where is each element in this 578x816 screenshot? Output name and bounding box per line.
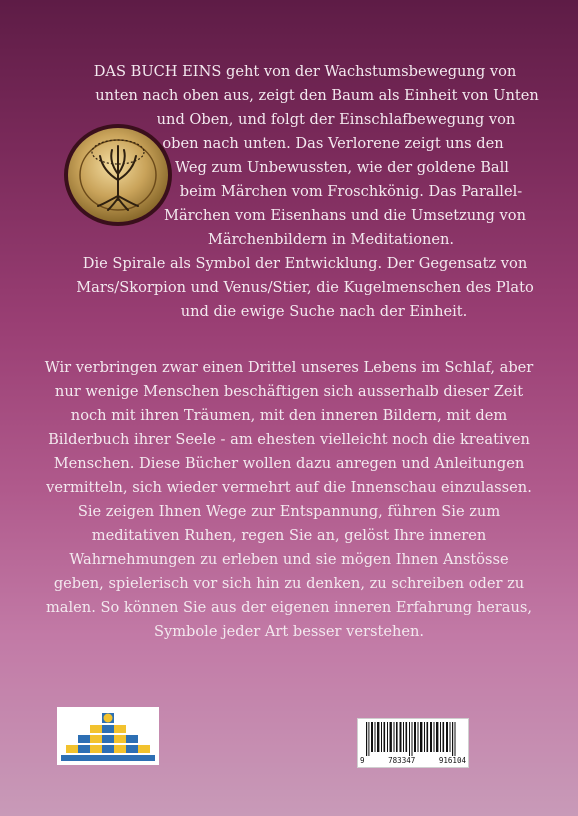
body-line: Sie zeigen Ihnen Wege zur Entspannung, führen Sie zum [77,503,501,520]
body-line: geben, spielerisch vor sich hin zu denken, zu schreiben oder zu [53,575,525,592]
barcode-digit-group: 783347 [388,756,416,765]
body-line: Wahrnehmungen zu erleben und sie mögen Ihnen Anstösse [69,551,509,568]
intro-line: Weg zum Unbewussten, wie der goldene Ball [175,159,509,176]
intro-line: Mars/Skorpion und Venus/Stier, die Kugelmenschen des Plato [76,279,534,296]
tree-of-life-emblem-icon [62,122,174,228]
body-line: noch mit ihren Träumen, mit den inneren Bildern, mit dem [70,407,508,424]
intro-line: und Oben, und folgt der Einschlafbewegung von [156,111,516,128]
barcode-icon [357,718,469,768]
body-line: malen. So können Sie aus der eigenen inneren Erfahrung heraus, [45,599,533,616]
intro-line: und die ewige Suche nach der Einheit. [180,303,468,320]
pyramid-publisher-logo-icon [57,707,159,765]
body-line: nur wenige Menschen beschäftigen sich ausserhalb dieser Zeit [54,383,524,400]
intro-line: DAS BUCH EINS geht von der Wachstumsbewegung von [93,63,517,80]
intro-line: Die Spirale als Symbol der Entwicklung. Der Gegensatz von [82,255,528,272]
intro-line: Märchen vom Eisenhans und die Umsetzung von [164,207,526,224]
barcode-digits [360,756,466,765]
barcode-digit-group: 916104 [438,756,466,765]
intro-line: oben nach unten. Das Verlorene zeigt uns den [162,135,504,152]
body-line: meditativen Ruhen, regen Sie an, gelöst Ihre inneren [91,527,487,544]
intro-line: unten nach oben aus, zeigt den Baum als Einheit von Unten [95,87,539,104]
intro-line: Märchenbildern in Meditationen. [207,231,455,248]
intro-line: beim Märchen vom Froschkönig. Das Parallel- [179,183,523,200]
body-line: vermitteln, sich wieder vermehrt auf die Innenschau einzulassen. [46,479,532,496]
body-line: Symbole jeder Art besser verstehen. [153,623,425,640]
body-line: Menschen. Diese Bücher wollen dazu anregen und Anleitungen [53,455,525,472]
barcode-digit-group: 9 [360,756,365,765]
body-line: Bilderbuch ihrer Seele - am ehesten vielleicht noch die kreativen [48,431,530,448]
body-line: Wir verbringen zwar einen Drittel unseres Lebens im Schlaf, aber [44,359,534,376]
body-paragraph [0,356,578,644]
